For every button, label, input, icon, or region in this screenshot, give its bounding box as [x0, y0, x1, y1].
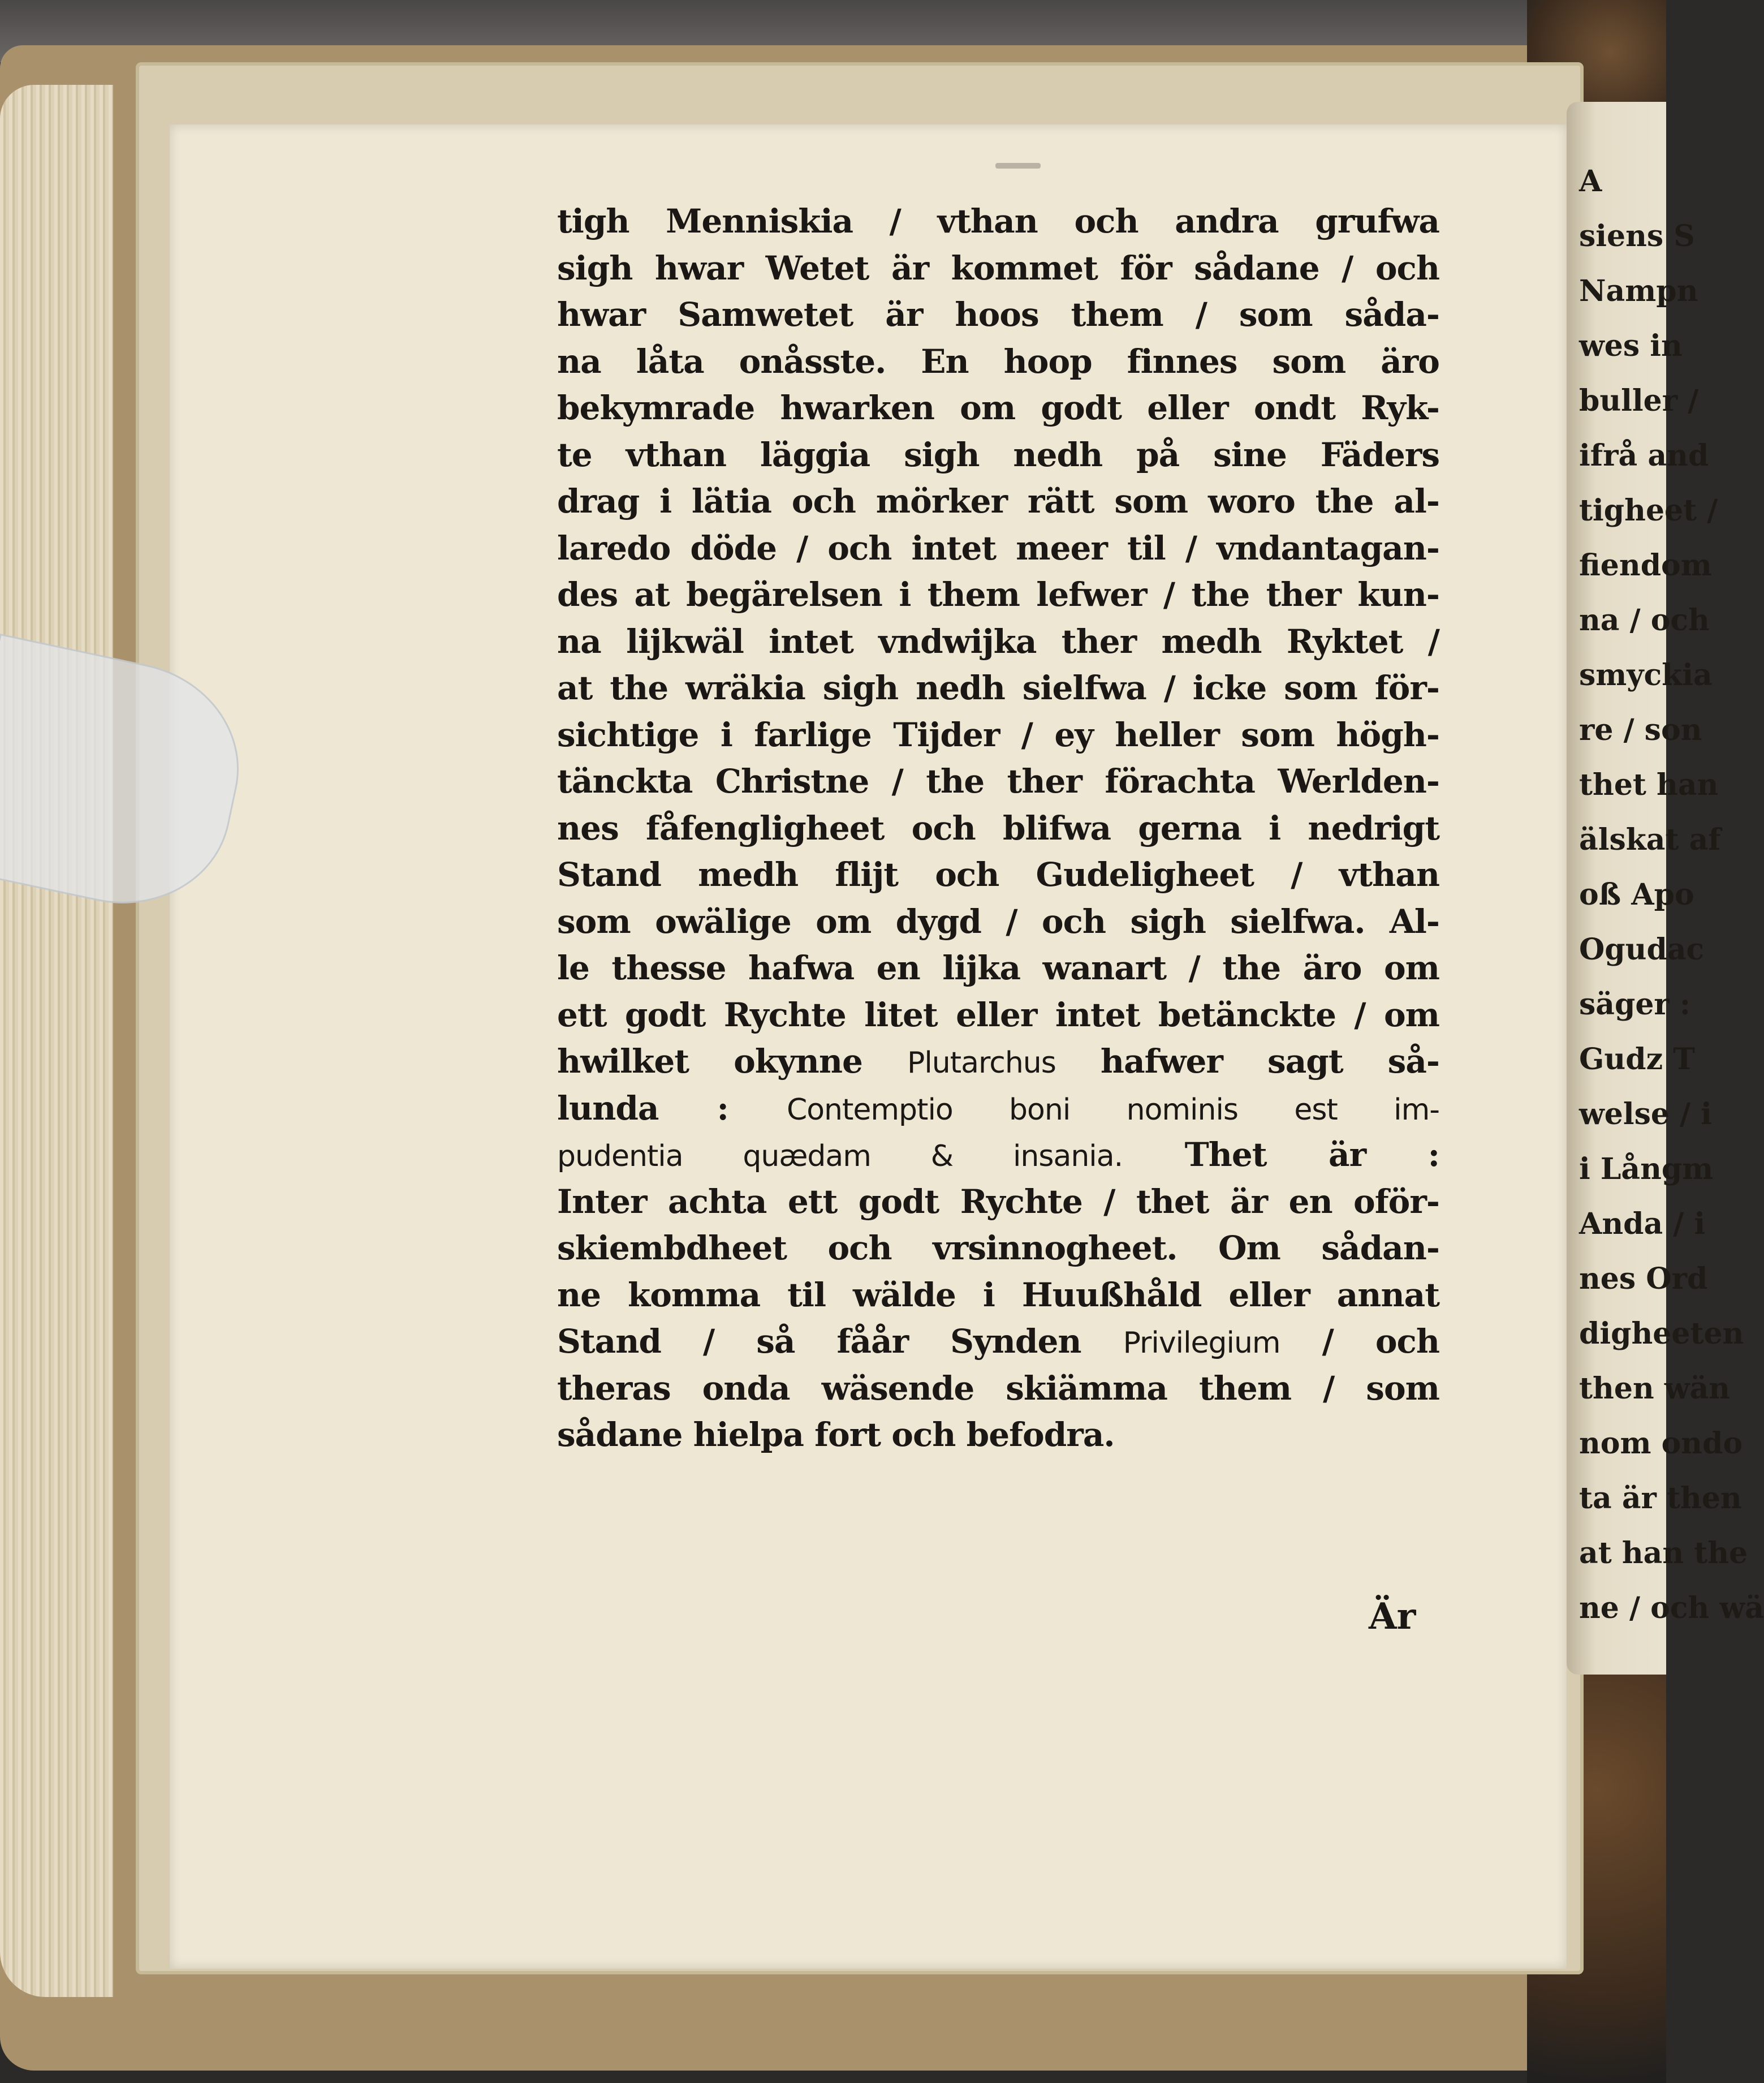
- next-page-line: then wän: [1579, 1371, 1731, 1406]
- next-page-line: at han the: [1579, 1536, 1748, 1570]
- next-page-line: welse / i: [1579, 1097, 1712, 1131]
- text-line: sigh hwar Wetet är kommet för sådane / och: [557, 248, 1439, 287]
- text-segment: lunda :: [557, 1088, 728, 1127]
- text-line: ne komma til wälde i Huußhåld eller annat: [557, 1275, 1439, 1314]
- text-line: ett godt Rychte litet eller intet betänckte / om: [557, 995, 1439, 1034]
- text-line-mixed: [557, 1038, 1439, 1085]
- text-line: na lijkwäl intet vndwijka ther medh Ryktet /: [557, 622, 1439, 661]
- text-segment: Thet är :: [1184, 1135, 1439, 1174]
- next-page-line: nes Ord: [1579, 1262, 1708, 1296]
- text-line-mixed: [557, 1085, 1439, 1132]
- next-page-line: Nampn: [1579, 274, 1698, 308]
- next-page-line: ne / och wä: [1579, 1591, 1764, 1625]
- text-line: bekymrade hwarken om godt eller ondt Ryk-: [557, 389, 1439, 427]
- text-segment: hwilket okynne: [557, 1042, 862, 1081]
- text-segment: hafwer sagt så-: [1100, 1042, 1439, 1081]
- text-line: sådane hielpa fort och befodra.: [557, 1415, 1115, 1454]
- next-page-line: säger :: [1579, 987, 1691, 1022]
- text-segment: / och: [1322, 1322, 1439, 1361]
- next-page-line: ta är then: [1579, 1481, 1742, 1516]
- text-line-mixed: [557, 1318, 1439, 1365]
- text-line: theras onda wäsende skiämma them / som: [557, 1368, 1439, 1408]
- text-line: le thesse hafwa en lijka wanart / the äro om: [557, 949, 1439, 987]
- next-page-line: wes in: [1579, 329, 1683, 363]
- text-line: nes fåfengligheet och blifwa gerna i nedrigt: [557, 808, 1439, 847]
- text-line: des at begärelsen i them lefwer / the ther kun-: [557, 575, 1439, 614]
- text-line-mixed: [557, 1131, 1439, 1178]
- text-block: [557, 198, 1439, 1458]
- text-line: laredo döde / och intet meer til / vndantagan-: [557, 528, 1439, 567]
- text-line: som owälige om dygd / och sigh sielfwa. Al-: [557, 902, 1439, 941]
- text-line: drag i lätia och mörker rätt som woro the al-: [557, 482, 1439, 520]
- next-page-line: Ogudac: [1579, 932, 1705, 967]
- next-page-line: i Långm: [1579, 1152, 1714, 1186]
- next-page-line: ifrå and: [1579, 438, 1709, 473]
- latin-quote: pudentia quædam & insania.: [557, 1139, 1123, 1173]
- text-line: Stand medh flijt och Gudeligheet / vthan: [557, 855, 1439, 894]
- next-page-line: siens S: [1579, 219, 1695, 253]
- next-page-line: smyckia: [1579, 658, 1713, 692]
- text-line: na låta onåsste. En hoop finnes som äro: [557, 342, 1439, 381]
- next-page-edge: [1567, 102, 1764, 1675]
- latin-word: Privilegium: [1123, 1326, 1280, 1360]
- next-page-line: fiendom: [1579, 548, 1712, 583]
- next-page-line: oß Apo: [1579, 877, 1694, 912]
- text-segment: Stand / så fåår Synden: [557, 1322, 1081, 1361]
- next-page-line: Gudz T: [1579, 1042, 1695, 1077]
- catchword: Är: [1369, 1595, 1416, 1638]
- next-page-line: digheeten: [1579, 1316, 1744, 1351]
- latin-quote: Contemptio boni nominis est im-: [786, 1092, 1440, 1127]
- next-page-line: re / son: [1579, 713, 1702, 747]
- ink-mark: [995, 163, 1041, 169]
- text-line: tänckta Christne / the ther förachta Werlden-: [557, 762, 1439, 801]
- next-page-line: buller /: [1579, 384, 1699, 418]
- next-page-line: thet han: [1579, 768, 1719, 802]
- text-line: sichtige i farlige Tijder / ey heller som högh-: [557, 715, 1439, 754]
- next-page-line: Anda / i: [1579, 1207, 1706, 1241]
- page-edges: [0, 85, 113, 1997]
- latin-word: Plutarchus: [907, 1046, 1056, 1080]
- next-page-line: älskat af: [1579, 823, 1721, 857]
- text-line: tigh Menniskia / vthan och andra grufwa: [557, 202, 1439, 240]
- next-page-line: A: [1579, 164, 1602, 199]
- text-line: skiembdheet och vrsinnogheet. Om sådan-: [557, 1229, 1439, 1267]
- next-page-line: tigheet /: [1579, 493, 1718, 528]
- text-line: at the wräkia sigh nedh sielfwa / icke som för-: [557, 669, 1439, 707]
- text-line: te vthan läggia sigh nedh på sine Fäders: [557, 435, 1439, 474]
- text-line: Inter achta ett godt Rychte / thet är en oför-: [557, 1182, 1439, 1221]
- next-page-line: na / och: [1579, 603, 1710, 638]
- next-page-line: nom ondo: [1579, 1426, 1743, 1461]
- text-line: hwar Samwetet är hoos them / som såda-: [557, 295, 1439, 334]
